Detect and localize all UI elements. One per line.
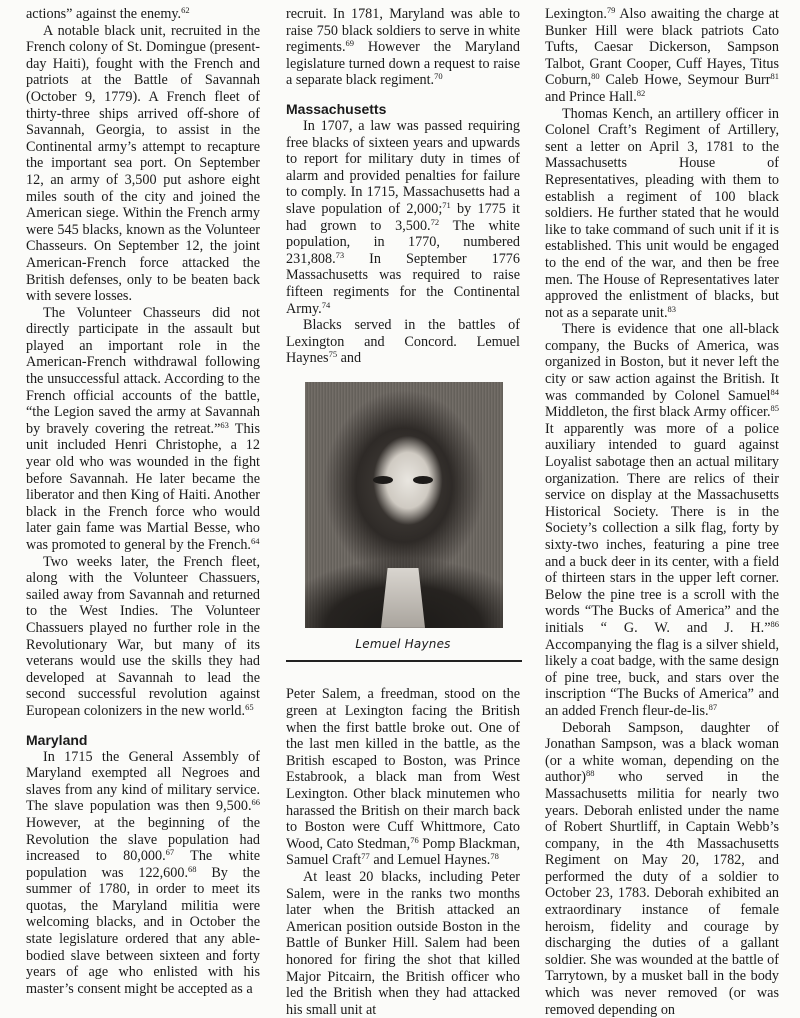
column-3 xyxy=(545,6,779,1018)
footnote-ref[interactable]: 68 xyxy=(188,863,197,874)
footnote-ref[interactable]: 83 xyxy=(667,303,677,314)
figure-caption: Lemuel Haynes xyxy=(355,636,451,651)
footnote-ref[interactable]: 87 xyxy=(708,701,718,712)
paragraph-text: and Prince Hall. xyxy=(545,88,637,105)
footnote-ref[interactable]: 66 xyxy=(251,797,260,808)
column-2 xyxy=(286,6,520,1018)
footnote-ref[interactable]: 63 xyxy=(220,419,229,430)
column-1 xyxy=(26,6,260,997)
paragraph-text: Caleb Howe, Seymour Burr xyxy=(599,72,771,89)
paragraph xyxy=(286,686,520,869)
footnote-ref[interactable]: 79 xyxy=(606,5,616,15)
paragraph xyxy=(545,720,779,1018)
figure-divider xyxy=(286,660,522,662)
portrait-eye xyxy=(413,476,433,484)
paragraph-text: By the summer of 1780, in order to meet its quotas, the Maryland militia were welcoming blacks, and in October the state legislature ordered that any able-bodied slave between sixteen and forty years of age who enlisted with his master’s consent might be accepted as a xyxy=(26,864,261,997)
figure-lemuel-haynes xyxy=(286,382,520,663)
footnote-ref[interactable]: 73 xyxy=(335,249,345,260)
footnote-ref[interactable]: 76 xyxy=(410,834,419,845)
footnote-ref[interactable]: 64 xyxy=(250,536,260,546)
footnote-ref[interactable]: 86 xyxy=(770,618,779,629)
paragraph-text: Accompanying the flag is a silver shield, likely a coat badge, with the same design of pine tree, buck, and stars over the inscription “The Bucks of America” and an added French fleur-de-lis. xyxy=(545,636,779,719)
paragraph-text: Peter Salem, a freedman, stood on the green at Lexington facing the British when the first battle broke out. One of the last men killed in the battle, as the British escaped to Boston, was Prince Estabrook, a black man from West Lexington. Other black minutemen who harassed the British on their march back to Boston were Cuff Whittmore, Cato Wood, Cato Stedman, xyxy=(286,686,520,852)
paragraph-text: It apparently was more of a police auxiliary intended to guard against Loyalist sabotage then an actual military organization. There are relics of their service on display at the Massachusetts Historical Society. There is in the Society’s collection a silk flag, forty by sixty-two inches, featuring a pine tree and a buck deer in its center, with a field of thirteen stars in the upper left corner. Below the pine tree is a scroll with the words “The Bucks of America” and the initials “ G. W. and J. H.” xyxy=(545,420,779,636)
footnote-ref[interactable]: 88 xyxy=(585,768,595,779)
paragraph xyxy=(545,106,779,322)
paragraph xyxy=(286,118,520,317)
portrait-image xyxy=(305,382,503,628)
paragraph-text: who served in the Massachusetts militia for nearly two years. Deborah enlisted under the name of Robert Shurtliff, in Captain Webb’s company, in the 4th Massachusetts Regiment on May 20, 1782, and performed the duty of a soldier to October 23, 1783. Deborah exhibited an extraordinary instance of female heroism, fidelity and courage by discharging the duties of a gallant soldier. She was wounded at the battle of Tarrytown, by a musket ball in the body which was never removed (or was removed depending on xyxy=(545,769,779,1018)
paragraph xyxy=(286,6,520,89)
paragraph-text: There is evidence that one all-black company, the Bucks of America, was organized in Boston, but it never left the city or saw action against the British. It was commanded by Colonel Samuel xyxy=(545,321,779,404)
paragraph-text: by 1775 it had grown to 3,500. xyxy=(286,200,520,234)
paragraph-text: Middleton, the first black Army officer. xyxy=(545,404,771,421)
paragraph-text: Pomp Blackman, Samuel Craft xyxy=(286,835,520,869)
paragraph-text: and Lemuel Haynes. xyxy=(369,852,491,869)
footnote-ref[interactable]: 78 xyxy=(490,851,499,862)
paragraph-text: Also awaiting the charge at Bunker Hill were black patriots Cato Tufts, Caesar Dickerson, Sampson Talbot, Grant Cooper, Cuff Hayes, Titus Coburn, xyxy=(545,6,779,89)
paragraph-text: However, at the beginning of the Revolution the slave population had increased to 80,000. xyxy=(26,814,260,865)
paragraph-text: The Volunteer Chasseurs did not directly participate in the assault but played an important role in the American-French withdrawal following the unsuccessful attack. According to the French official accounts of the battle, “the Legion saved the army at Savannah by bravely covering the retreat.” xyxy=(26,304,260,437)
section-gap xyxy=(286,89,520,101)
footnote-ref[interactable]: 80 xyxy=(591,71,600,82)
paragraph-text: Two weeks later, the French fleet, along with the Volunteer Chassuers, sailed away from Savannah and returned to the West Indies. The Volunteer Chassuers played no further role in the Revolutionary War, but many of its veterans would use the skills they had developed at Savannah to lead the second successful revolution against European colonizers in the new world. xyxy=(26,553,260,719)
paragraph xyxy=(545,6,779,106)
footnote-ref[interactable]: 77 xyxy=(361,851,370,862)
footnote-ref[interactable]: 67 xyxy=(165,847,175,858)
paragraph-text: At least 20 blacks, including Peter Salem, were in the ranks two months later when the British attacked an American position outside Boston in the Battle of Bunker Hill. Salem had been honored for firing the shot that killed Major Pitcairn, the British officer who led the British when they had attacked his small unit at xyxy=(286,869,520,1018)
paragraph-text: This unit included Henri Christophe, a 12 year old who was wounded in the fight before Savannah. He later became the liberator and then King of Haiti. Another black in the French force who would later gain fame was Martial Besse, who was promoted to general by the French. xyxy=(26,420,261,553)
footnote-ref[interactable]: 69 xyxy=(345,38,354,49)
paragraph-text: recruit. In 1781, Maryland was able to raise 750 black soldiers to serve in white regiments. xyxy=(286,6,520,56)
section-heading-maryland: Maryland xyxy=(26,731,88,748)
footnote-ref[interactable]: 81 xyxy=(770,71,779,82)
footnote-ref[interactable]: 85 xyxy=(770,403,779,414)
paragraph-text: Blacks served in the battles of Lexington and Concord. Lemuel Haynes xyxy=(286,317,520,367)
paragraph xyxy=(26,305,260,554)
paragraph-text: actions” against the enemy. xyxy=(26,6,182,22)
footnote-ref[interactable]: 75 xyxy=(328,349,338,360)
footnote-ref[interactable]: 72 xyxy=(430,216,440,227)
paragraph-text: A notable black unit, recruited in the French colony of St. Domingue (present-day Haiti), fought with the French and patriots at the Battle of Savannah (October 9, 1779). A French fleet of thirty-three ships arrived off-shore of Savannah, Georgia, to assist in the Continental army’s attempt to recapture the important sea port. On September 12, an army of 3,500 put ashore eight miles south of the city and joined the American siege. Within the French army were 545 blacks, known as the Volunteer Chasseurs. On September 12, the joint American-French force attacked the British defenses, only to be beaten back with severe losses. xyxy=(26,22,260,305)
paragraph xyxy=(545,321,779,719)
paragraph xyxy=(26,6,260,23)
paragraph xyxy=(286,869,520,1018)
footnote-ref[interactable]: 71 xyxy=(442,199,451,210)
footnote-ref[interactable]: 74 xyxy=(321,299,331,310)
paragraph xyxy=(26,749,260,998)
portrait-collar xyxy=(381,568,425,628)
section-gap xyxy=(26,720,260,732)
footnote-ref[interactable]: 82 xyxy=(636,87,646,98)
portrait-eye xyxy=(373,476,393,484)
paragraph-text: In September 1776 Massachusetts was required to raise fifteen regiments for the Continental Army. xyxy=(286,250,520,317)
paragraph-text: and xyxy=(337,350,362,367)
paragraph-text: However the Maryland legislature turned down a request to raise a separate black regiment. xyxy=(286,39,520,89)
footnote-ref[interactable]: 84 xyxy=(770,386,779,397)
paragraph-text: Thomas Kench, an artillery officer in Colonel Craft’s Regiment of Artillery, sent a letter on April 3, 1781 to the Massachusetts House of Representatives, pleading with them to establish a regiment of 100 black soldiers. He further stated that he would like to take command of such unit if it is established. This unit would be engaged to the end of the war, and then be free men. The House of Representatives later approved the enlistment of blacks, but not as a separate unit. xyxy=(545,105,779,321)
paragraph-text: The white population, in 1770, numbered 231,808. xyxy=(286,217,520,267)
footnote-ref[interactable]: 70 xyxy=(434,71,443,82)
paragraph xyxy=(26,554,260,720)
paragraph xyxy=(26,23,260,305)
paragraph-text: Deborah Sampson, daughter of Jonathan Sampson, was a black woman (or a white woman, depending on the author) xyxy=(545,719,779,786)
paragraph xyxy=(286,317,520,367)
section-heading-massachusetts: Massachusetts xyxy=(286,100,387,117)
footnote-ref[interactable]: 65 xyxy=(245,701,254,712)
paragraph-text: In 1707, a law was passed requiring free blacks of sixteen years and upwards to report for military duty in times of alarm and provided penalties for failure to comply. In 1715, Massachusetts had a slave population of 2,000; xyxy=(286,117,520,217)
paragraph-text: Lexington. xyxy=(545,6,607,22)
paragraph-text: The white population was 122,600. xyxy=(26,848,260,881)
footnote-ref[interactable]: 62 xyxy=(181,5,190,15)
paragraph-text: In 1715 the General Assembly of Maryland exempted all Negroes and slaves from any kind of military service. The slave population was then 9,500. xyxy=(26,748,260,815)
